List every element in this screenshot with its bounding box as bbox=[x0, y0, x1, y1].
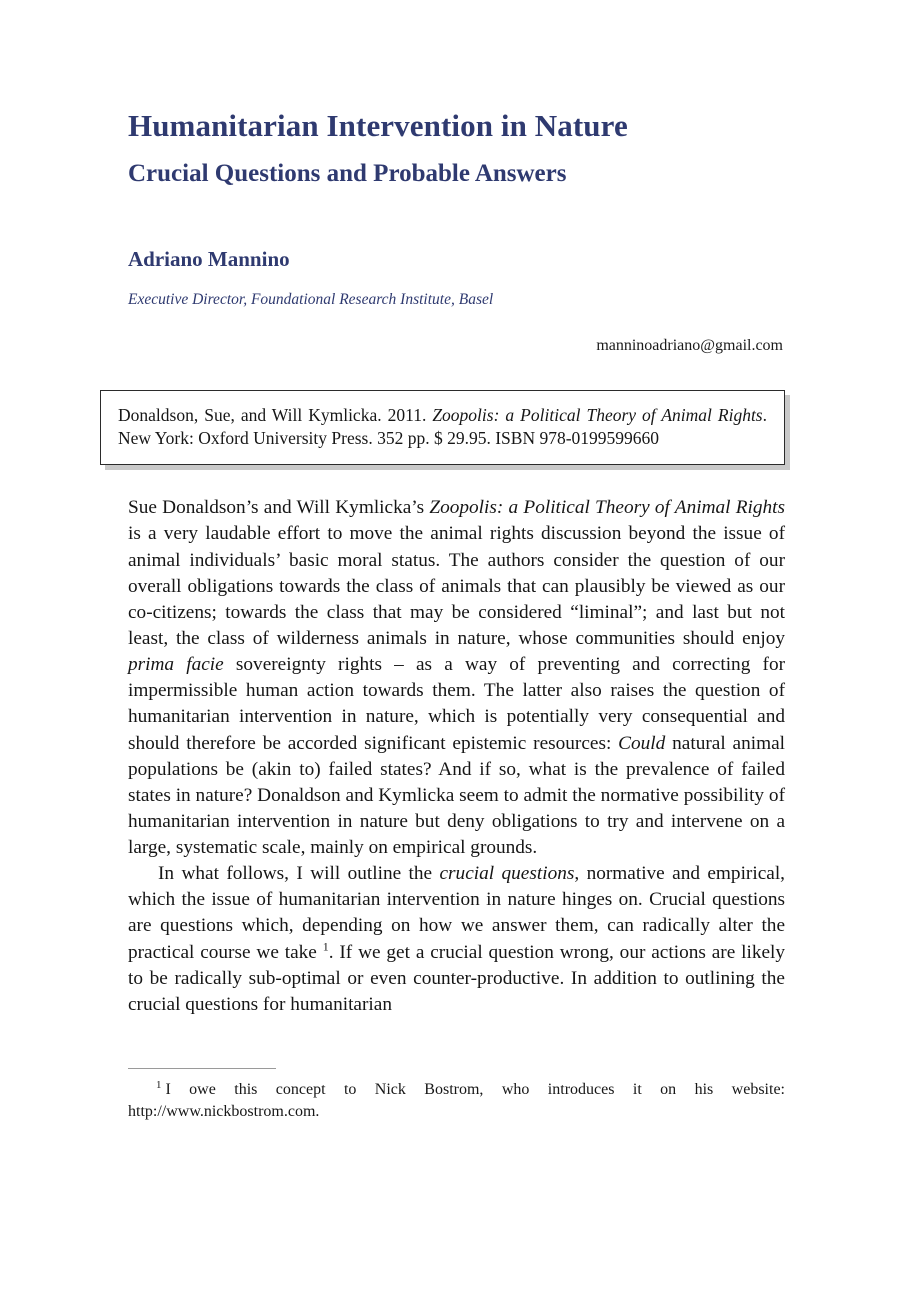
footnote-body-text: I owe this concept to Nick Bostrom, who introduces it on his website: http://www.nickbostrom.com. bbox=[128, 1081, 785, 1120]
p2-seg-c: . If we get a crucial question wrong, our actions are likely to be radically sub-optimal or even counter-productive. In addition to outlining the crucial questions for humanitarian bbox=[128, 941, 786, 1015]
body-text-area bbox=[128, 495, 785, 1018]
p1-seg-a: Sue Donaldson’s and Will Kymlicka’s bbox=[128, 497, 430, 519]
footnote-separator-rule bbox=[128, 1068, 276, 1069]
p2-italic-crucial-questions: crucial questions bbox=[439, 863, 575, 885]
author-email: manninoadriano@gmail.com bbox=[596, 336, 783, 354]
author-affiliation: Executive Director, Foundational Research Institute, Basel bbox=[128, 290, 494, 308]
p1-seg-d: natural animal populations be (akin to) failed states? And if so, what is the prevalence of failed states in nature? Donaldson and Kymlicka seem to admit the normative possibility of humanitarian intervention in nature but deny obligations to try and intervene on a large, systematic scale, mainly on empirical grounds. bbox=[128, 732, 785, 859]
page-subtitle: Crucial Questions and Probable Answers bbox=[128, 159, 567, 187]
p2-seg-b: , normative and empirical, which the issue of humanitarian intervention in nature hinges on. Crucial questions are questions which, depending on how we answer them, can radically alter the practical course we take bbox=[128, 863, 785, 963]
p2-seg-a: In what follows, I will outline the bbox=[158, 863, 440, 885]
body-paragraph-1 bbox=[128, 495, 785, 861]
citation-box-wrapper bbox=[100, 390, 785, 466]
title-block bbox=[128, 0, 785, 357]
citation-part-2: . New York: Oxford University Press. 352 pp. $ 29.95. ISBN 978-0199599660 bbox=[118, 404, 767, 448]
citation-book-title: Zoopolis: a Political Theory of Animal Rights bbox=[432, 404, 763, 425]
footnote-1 bbox=[128, 1079, 785, 1123]
footnote-marker: 1 bbox=[156, 1078, 162, 1091]
p1-italic-book-title: Zoopolis: a Political Theory of Animal Rights bbox=[429, 497, 786, 519]
body-paragraph-2 bbox=[128, 861, 785, 1018]
citation-part-1: Donaldson, Sue, and Will Kymlicka. 2011. bbox=[118, 404, 433, 425]
citation-box bbox=[100, 390, 785, 466]
author-name: Adriano Mannino bbox=[128, 246, 290, 271]
p1-italic-prima-facie: prima facie bbox=[128, 654, 224, 676]
page-content bbox=[118, 0, 786, 1018]
page-title: Humanitarian Intervention in Nature bbox=[128, 108, 628, 143]
p1-seg-b: is a very laudable effort to move the animal rights discussion beyond the issue of animal individuals’ basic moral status. The authors consider the question of our overall obligations towards the class of animals that can plausibly be viewed as our co-citizens; towards the class that may be considered “liminal”; and last but not least, the class of wilderness animals in nature, whose communities should enjoy bbox=[128, 523, 785, 649]
p1-seg-c: sovereignty rights – as a way of preventing and correcting for impermissible human action towards them. The latter also raises the question of humanitarian intervention in nature, which is potentially very consequential and should therefore be accorded significant epistemic resources: bbox=[128, 654, 786, 754]
footnote-area bbox=[128, 1068, 785, 1123]
footnote-reference-1[interactable]: 1 bbox=[322, 939, 329, 954]
p1-italic-could: Could bbox=[618, 732, 666, 754]
citation-text bbox=[118, 404, 767, 451]
